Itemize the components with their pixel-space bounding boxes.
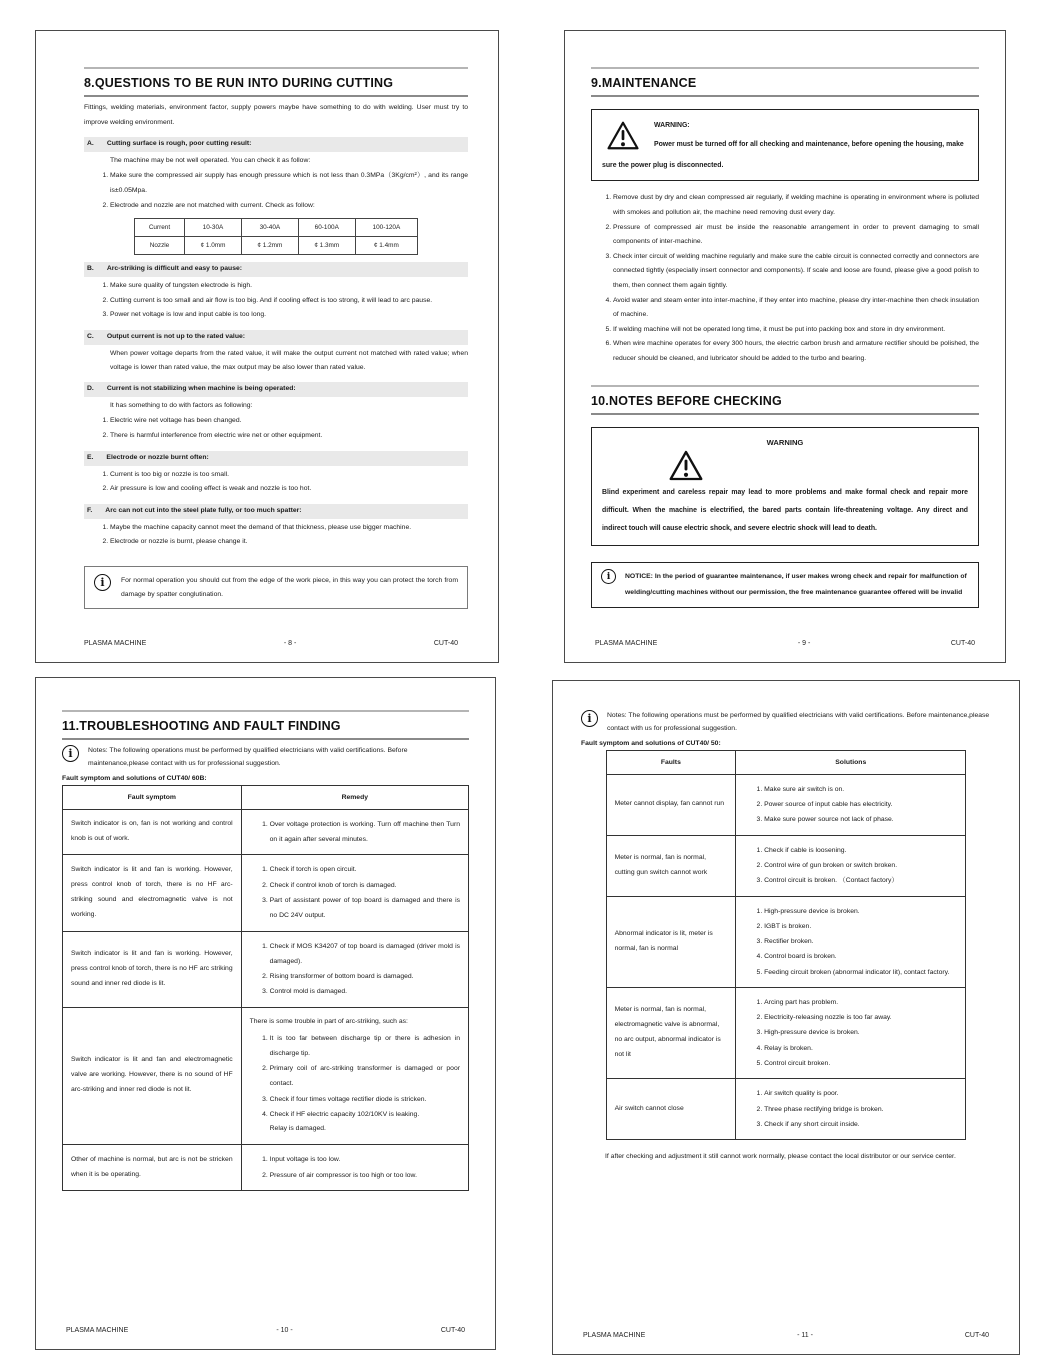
list-item: 3. Power net voltage is low and input cable is too long.: [110, 308, 468, 323]
list-item: 1. Input voltage is too low.: [270, 1152, 460, 1167]
list-item: 1. Make sure air switch is on.: [764, 782, 957, 797]
remedy-cell: [241, 809, 468, 855]
solutions-list: [744, 1086, 957, 1132]
list-item: 3. Control circuit is broken. （Contact factory）: [764, 873, 957, 888]
table-cell: ¢ 1.3mm: [298, 237, 355, 255]
footer-left: PLASMA MACHINE: [84, 640, 147, 647]
section-subtext: The machine may be not well operated. You can check it as follow:: [110, 157, 311, 165]
section-heading-text: Arc can not cut into the steel plate fully, or too much spatter:: [105, 506, 302, 514]
section-label: F.: [87, 506, 93, 514]
footer-right: CUT-40: [964, 1332, 989, 1339]
manual-page-10: [35, 677, 496, 1350]
column-header: Remedy: [241, 785, 468, 809]
fault-cell: Meter cannot display, fan cannot run: [606, 774, 736, 835]
footer-right: CUT-40: [950, 640, 975, 647]
table-row: [63, 855, 469, 931]
fault-solutions-table: [606, 750, 967, 1140]
list-item: 2. Electrode or nozzle is burnt, please change it.: [110, 535, 468, 550]
fault-symptom-cell: Other of machine is normal, but arc is not be stricken when it is be operating.: [63, 1145, 242, 1191]
list-item: 1. Make sure quality of tungsten electrode is high.: [110, 279, 468, 294]
warning-triangle-icon: [668, 449, 968, 482]
remedy-tail: Relay is damaged.: [269, 1125, 326, 1133]
remedy-list: [250, 862, 460, 923]
list-item: 5. If welding machine will not be operated long time, it must be put into packing box and store in dry environment.: [613, 323, 979, 338]
notice-box: [591, 562, 979, 607]
section-heading: [84, 330, 468, 345]
section-b: [84, 262, 468, 323]
table-cell: ¢ 1.2mm: [241, 237, 298, 255]
note-text: For normal operation you should cut from the edge of the work piece, in this way you can protect the torch from damage by spatter conglutination.: [121, 576, 458, 599]
warning-text: Power must be turned off for all checking and maintenance, before opening the housing, make sure the power plug is disconnected.: [602, 141, 964, 169]
table-row: [63, 1007, 469, 1145]
list-item: 2. Control wire of gun broken or switch broken.: [764, 858, 957, 873]
column-header: Fault symptom: [63, 785, 242, 809]
list-item: 3. Part of assistant power of top board is damaged and there is no DC 24V output.: [270, 893, 460, 924]
notes-text: Notes: The following operations must be performed by qualified electricians with valid certifications. Before maintenance,please contact with us for professional suggestion.: [607, 712, 990, 732]
page-title: 11.TROUBLESHOOTING AND FAULT FINDING: [62, 710, 469, 740]
table-row: [63, 931, 469, 1007]
remedy-cell: [241, 1007, 468, 1145]
table-cell: ¢ 1.4mm: [355, 237, 417, 255]
nozzle-current-table: [134, 218, 418, 255]
list-item: 3. Rectifier broken.: [764, 934, 957, 949]
section-label: A.: [87, 140, 94, 148]
list-item: 1. Over voltage protection is working. Turn off machine then Turn on it again after several minutes.: [270, 817, 460, 848]
list-item: 1. It is too far between discharge tip or there is adhesion in discharge tip.: [270, 1031, 460, 1062]
list-item: 6. When wire machine operates for every 300 hours, the electric carbon brush and armature rectifier should be polished, the reducer should be cleaned, and lubricator should be added to the turbo and bearing.: [613, 337, 979, 366]
table-cell: 60-100A: [298, 219, 355, 237]
info-icon: i: [94, 574, 111, 591]
closing-line: If after checking and adjustment it still cannot work normally, please contact the local distributor or our service center.: [605, 1153, 956, 1161]
section-c: [84, 330, 468, 375]
column-header: Solutions: [736, 750, 966, 774]
section-subtext: When power voltage departs from the rated value, it will make the output current not matched with rated value; when voltage is lower than rated value, the max output may be also lower than rated value.: [110, 349, 468, 372]
list-item: 3. Check if four times voltage rectifier diode is stricken.: [270, 1092, 460, 1107]
remedy-list: [250, 939, 460, 1000]
remedy-cell: [241, 855, 468, 931]
fault-cell: Air switch cannot close: [606, 1079, 736, 1140]
solutions-cell: [736, 774, 966, 835]
list-item: 1. High-pressure device is broken.: [764, 904, 957, 919]
table-row: [134, 219, 417, 237]
section-heading-text: Output current is not up to the rated value:: [106, 332, 246, 340]
section-heading-text: Cutting surface is rough, poor cutting result:: [106, 140, 252, 148]
list-item: 1. Remove dust by dry and clean compressed air regularly, if welding machine is operating in environment where is polluted with smokes and pollution air, the machine need removing dust every day.: [613, 191, 979, 220]
fault-cell: Abnormal indicator is lit, meter is normal, fan is normal: [606, 896, 736, 987]
remedy-list: [250, 1152, 460, 1183]
section-item-list: [84, 414, 468, 443]
notes-text: Notes: The following operations must be performed by qualified electricians with valid certifications. Before maintenance,please contact with us for professional suggestion.: [88, 747, 408, 767]
table-caption: Fault symptom and solutions of CUT40/ 60B:: [62, 774, 207, 782]
fault-cell: Meter is normal, fan is normal, cutting gun switch cannot work: [606, 835, 736, 896]
table-cell: Nozzle: [134, 237, 184, 255]
warning-text-2: Blind experiment and careless repair may lead to more problems and make formal check and repair more difficult. When the machine is electrified, the bared parts contain life-threatening voltage. Any direct and indirect touch will cause electric shock, and severe electric shock will lead to death.: [602, 488, 968, 532]
warning-triangle-icon: [606, 120, 640, 151]
solutions-list: [744, 904, 957, 980]
fault-symptom-cell: Switch indicator is lit and fan is working. However, press control knob of torch, there is no HF arc-striking sound and electromagnetic valve is not working.: [63, 855, 242, 931]
manual-page-9: [564, 30, 1006, 663]
list-item: 5. Control circuit broken.: [764, 1056, 957, 1071]
remedy-list: [250, 1031, 460, 1123]
info-note-box: [84, 566, 468, 610]
page-footer: [84, 640, 458, 647]
table-row: [606, 1079, 966, 1140]
list-item: 1. Make sure the compressed air supply has enough pressure which is not less than 0.3MPa（3Kg/cm²）, and its range is±0.05Mpa.: [110, 169, 468, 198]
warning-box: [591, 109, 979, 181]
table-cell: 30-40A: [241, 219, 298, 237]
section-d: [84, 382, 468, 443]
warning-label: WARNING:: [654, 122, 690, 129]
list-item: 3. Check inter circuit of welding machine regularly and make sure the cable circuit is connected correctly and connectors are connected tightly (especially insert connector and components). If scale and loose are found, please give a good polish to them, then connect them again tightly.: [613, 250, 979, 294]
solutions-list: [744, 782, 957, 828]
list-item: 2. Electrode and nozzle are not matched with current. Check as follow:: [110, 199, 468, 214]
list-item: 4. Control board is broken.: [764, 949, 957, 964]
section-heading: [84, 137, 468, 152]
footer-left: PLASMA MACHINE: [66, 1327, 129, 1334]
list-item: 2. Air pressure is low and cooling effect is weak and nozzle is too hot.: [110, 482, 468, 497]
page-title: 8.QUESTIONS TO BE RUN INTO DURING CUTTING: [84, 67, 468, 97]
solutions-cell: [736, 987, 966, 1078]
table-cell: 10-30A: [185, 219, 242, 237]
solutions-list: [744, 995, 957, 1071]
footer-page-number: - 9 -: [797, 640, 811, 647]
list-item: 3. High-pressure device is broken.: [764, 1025, 957, 1040]
table-row: [606, 896, 966, 987]
section-subtext: It has something to do with factors as following:: [110, 402, 253, 410]
table-row: [63, 1145, 469, 1191]
warning-title: WARNING: [766, 437, 804, 447]
list-item: 2. Rising transformer of bottom board is damaged.: [270, 969, 460, 984]
list-item: 5. Feeding circuit broken (abnormal indicator lit), contact factory.: [764, 965, 957, 980]
remedy-cell: [241, 1145, 468, 1191]
list-item: 2. Three phase rectifying bridge is broken.: [764, 1102, 957, 1117]
page-footer: [595, 640, 975, 647]
list-item: 3. Check if any short circuit inside.: [764, 1117, 957, 1132]
list-item: 1. Maybe the machine capacity cannot meet the demand of that thickness, please use bigger machine.: [110, 521, 468, 536]
info-icon: i: [601, 569, 616, 584]
manual-page-11: [552, 680, 1020, 1355]
section-item-list: [84, 468, 468, 497]
table-cell: Current: [134, 219, 184, 237]
page-title-2: 10.NOTES BEFORE CHECKING: [591, 385, 979, 415]
intro-paragraph: Fittings, welding materials, environment factor, supply powers maybe have something to do with welding. User must try to improve welding environment.: [84, 104, 468, 126]
column-header: Faults: [606, 750, 736, 774]
notes-row: [62, 745, 469, 771]
section-label: D.: [87, 385, 94, 393]
section-heading: [84, 262, 468, 277]
notes-row: [581, 710, 991, 736]
section-heading-text: Arc-striking is difficult and easy to pause:: [106, 265, 243, 273]
list-item: 3. Control mold is damaged.: [270, 984, 460, 999]
list-item: 4. Relay is broken.: [764, 1041, 957, 1056]
list-item: 2. Power source of input cable has electricity.: [764, 797, 957, 812]
list-item: 2. IGBT is broken.: [764, 919, 957, 934]
remedy-cell: [241, 931, 468, 1007]
page-footer: [583, 1332, 989, 1339]
table-row: [134, 237, 417, 255]
remedy-intro: There is some trouble in part of arc-striking, such as:: [249, 1017, 408, 1025]
list-item: 1. Air switch quality is poor.: [764, 1086, 957, 1101]
solutions-cell: [736, 835, 966, 896]
table-cell: ¢ 1.0mm: [185, 237, 242, 255]
list-item: 1. Electric wire net voltage has been changed.: [110, 414, 468, 429]
section-f: [84, 504, 468, 550]
list-item: 2. Check if control knob of torch is damaged.: [270, 878, 460, 893]
list-item: 2. There is harmful interference from electric wire net or other equipment.: [110, 429, 468, 444]
troubleshooting-table: [62, 785, 469, 1191]
list-item: 1. Check if torch is open circuit.: [270, 862, 460, 877]
footer-left: PLASMA MACHINE: [595, 640, 658, 647]
list-item: 1. Check if MOS K34207 of top board is damaged (driver mold is damaged).: [270, 939, 460, 970]
table-row: [606, 774, 966, 835]
table-row: [606, 835, 966, 896]
remedy-list: [250, 817, 460, 848]
section-label: E.: [87, 453, 94, 461]
list-item: 2. Electricity-releasing nozzle is too far away.: [764, 1010, 957, 1025]
fault-symptom-cell: Switch indicator is lit and fan is working. However, press control knob of torch, there is no HF arc striking sound and inner red diode is lit.: [63, 931, 242, 1007]
section-heading: [84, 451, 468, 466]
section-heading: [84, 382, 468, 397]
list-item: 3. Make sure power source not lack of phase.: [764, 812, 957, 827]
section-item-list: [84, 279, 468, 323]
list-item: 2. Pressure of compressed air must be inside the reasonable arrangement in order to prevent damaging to small components of inter-machine.: [613, 221, 979, 250]
fault-symptom-cell: Switch indicator is on, fan is not working and control knob is out of work.: [63, 809, 242, 855]
table-row: [606, 987, 966, 1078]
page-title: 9.MAINTENANCE: [591, 67, 979, 97]
list-item: 1. Check if cable is loosening.: [764, 843, 957, 858]
footer-page-number: - 8 -: [283, 640, 297, 647]
fault-cell: Meter is normal, fan is normal, electromagnetic valve is abnormal, no arc output, abnormal indicator is not lit: [606, 987, 736, 1078]
table-header-row: [606, 750, 966, 774]
solutions-cell: [736, 896, 966, 987]
table-caption: Fault symptom and solutions of CUT40/ 50:: [581, 739, 721, 747]
list-item: 2. Cutting current is too small and air flow is too big. And if cooling effect is too strong, it will lead to arc pause.: [110, 294, 468, 309]
list-item: 4. Avoid water and steam enter into inter-machine, if they enter into machine, please dry inter-machine then check insulation of machine.: [613, 294, 979, 323]
list-item: 2. Pressure of air compressor is too high or too low.: [270, 1168, 460, 1183]
section-label: C.: [87, 332, 94, 340]
info-icon: i: [581, 710, 598, 727]
footer-left: PLASMA MACHINE: [583, 1332, 646, 1339]
section-a: [84, 137, 468, 255]
list-item: 4. Check if HF electric capacity 102/10KV is leaking.: [270, 1107, 460, 1122]
warning-box-2: [591, 427, 979, 547]
table-header-row: [63, 785, 469, 809]
section-heading: [84, 504, 468, 519]
page-footer: [66, 1327, 465, 1334]
info-icon: i: [62, 745, 79, 762]
table-cell: 100-120A: [355, 219, 417, 237]
maintenance-list: [591, 191, 979, 366]
table-row: [63, 809, 469, 855]
notice-text: NOTICE: In the period of guarantee maintenance, if user makes wrong check and repair for malfunction of welding/cutting machines without our permission, the free maintenance guarantee offered will be invalid: [625, 573, 967, 597]
footer-right: CUT-40: [433, 640, 458, 647]
footer-page-number: - 10 -: [276, 1327, 293, 1334]
manual-page-8: [35, 30, 499, 663]
section-label: B.: [87, 265, 94, 273]
section-item-list: [84, 169, 468, 213]
section-heading-text: Electrode or nozzle burnt often:: [106, 453, 209, 461]
list-item: 1. Arcing part has problem.: [764, 995, 957, 1010]
footer-right: CUT-40: [440, 1327, 465, 1334]
list-item: 1. Current is too big or nozzle is too small.: [110, 468, 468, 483]
section-heading-text: Current is not stabilizing when machine is being operated:: [106, 385, 296, 393]
list-item: 2. Primary coil of arc-striking transformer is damaged or poor contact.: [270, 1061, 460, 1092]
fault-symptom-cell: Switch indicator is lit and fan and electromagnetic valve are working. However, there is no sound of HF arc-striking and inner red diode is not lit.: [63, 1007, 242, 1145]
solutions-cell: [736, 1079, 966, 1140]
section-item-list: [84, 521, 468, 550]
solutions-list: [744, 843, 957, 889]
footer-page-number: - 11 -: [797, 1332, 813, 1339]
section-e: [84, 451, 468, 497]
